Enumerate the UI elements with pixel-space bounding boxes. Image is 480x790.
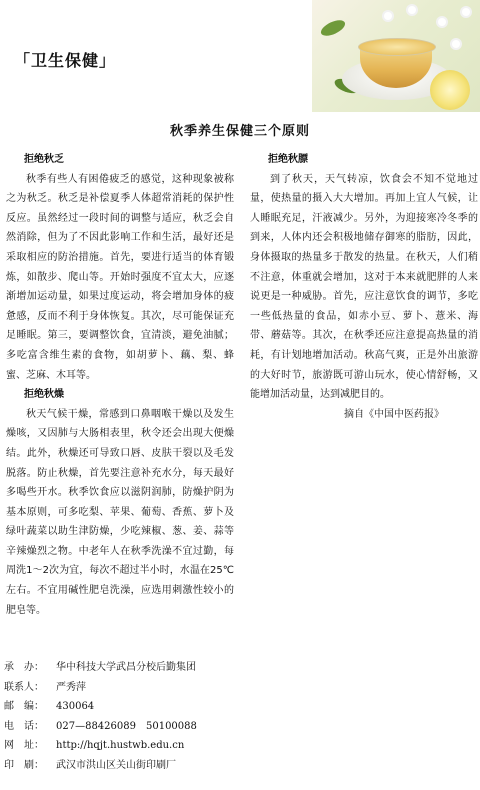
info-value: 027—88426089 50100088: [56, 720, 197, 732]
tea-photo: [312, 0, 480, 112]
info-label: 网 址：: [4, 740, 44, 752]
flower-decoration: [438, 18, 446, 26]
info-label: 联系人：: [4, 681, 44, 693]
info-row: [4, 678, 197, 698]
article-source: 摘自《中国中医药报》: [344, 408, 444, 420]
flower-decoration: [462, 8, 470, 16]
info-row: [4, 658, 197, 678]
info-value: 华中科技大学武昌分校后勤集团: [56, 662, 196, 673]
info-label: 邮 编：: [4, 701, 44, 713]
section-heading: 拒绝秋膘: [268, 154, 308, 165]
lemon-slice: [430, 70, 470, 110]
info-value: 武汉市洪山区关山街印刷厂: [56, 759, 176, 771]
info-label: 电 话：: [4, 720, 44, 732]
section-heading: 拒绝秋乏: [24, 154, 64, 165]
info-row: [4, 736, 197, 756]
section-paragraph: 秋天气候干燥，常感到口鼻咽喉干燥以及发生燥咳，又因肺与大肠相表里，秋令还会出现大便燥结。此外，秋燥还可导致口唇、皮肤干裂以及毛发脱落。防止秋燥，首先要注意补充水分，每天最好多喝些开水。秋季饮食应以滋阴润肺，防燥护阴为基本原则，可多吃梨、苹果、葡萄、香蕉、萝卜及绿叶蔬菜以助生津防燥，少吃辣椒、葱、姜、蒜等辛辣燥烈之物。中老年人在秋季洗澡不宜过勤，每周洗1～2次为宜，每次不超过半小时，水温在25℃左右。不宜用碱性肥皂洗澡，应选用刺激性较小的肥皂等。: [6, 408, 234, 616]
info-row: [4, 756, 197, 776]
article-column-right: [250, 150, 478, 424]
section-paragraph: 到了秋天，天气转凉，饮食会不知不觉地过量，使热量的摄入大大增加。再加上宜人气候，让人睡眠充足，汗液减少。另外，为迎接寒冷冬季的到来，人体内还会积极地储存御寒的脂肪，因此，身体摄取的热量多于散发的热量。在秋天，人们稍不注意，体重就会增加，这对于本来就肥胖的人来说更是一种威胁。首先，应注意饮食的调节，多吃一些低热量的食品，如赤小豆、萝卜、薏米、海带、蘑菇等。其次，在秋季还应注意提高热量的消耗，有计划地增加活动。秋高气爽，正是外出旅游的大好时节，旅游既可游山玩水，使心情舒畅，又能增加活动量，达到减肥目的。: [250, 173, 478, 401]
info-row: [4, 717, 197, 737]
publication-info: [4, 658, 197, 776]
info-label: 印 刷：: [4, 759, 44, 771]
website-link[interactable]: http://hqjt.hustwb.edu.cn: [56, 740, 185, 752]
leaf-decoration: [319, 17, 348, 39]
info-value: 严秀萍: [56, 681, 86, 693]
section-tag: 「卫生保健」: [14, 51, 117, 70]
info-label: 承 办：: [4, 662, 44, 673]
section-heading: 拒绝秋燥: [24, 389, 64, 401]
flower-decoration: [384, 12, 392, 20]
info-value: 430064: [56, 701, 95, 713]
article-column-left: [6, 150, 234, 620]
article-title: 秋季养生保健三个原则: [169, 124, 310, 139]
section-paragraph: 秋季有些人有困倦疲乏的感觉，这种现象被称之为秋乏。秋乏是补偿夏季人体超常消耗的保护性反应。虽然经过一段时间的调整与适应，秋乏会自然消除，但为了不因此影响工作和生活，最好还是采取相应的防治措施。首先，要进行适当的体育锻炼，如散步、爬山等。开始时强度不宜太大，应逐渐增加运动量，如果过度运动，将会增加身体的疲惫感，反而不利于身体恢复。其次，尽可能保证充足睡眠。第三，要调整饮食，宜清淡，避免油腻；多吃富含维生素的食物，如胡萝卜、藕、梨、蜂蜜、芝麻、木耳等。: [6, 173, 234, 381]
flower-decoration: [408, 6, 416, 14]
tea-surface: [358, 38, 436, 56]
flower-decoration: [452, 40, 460, 48]
info-row: [4, 697, 197, 717]
